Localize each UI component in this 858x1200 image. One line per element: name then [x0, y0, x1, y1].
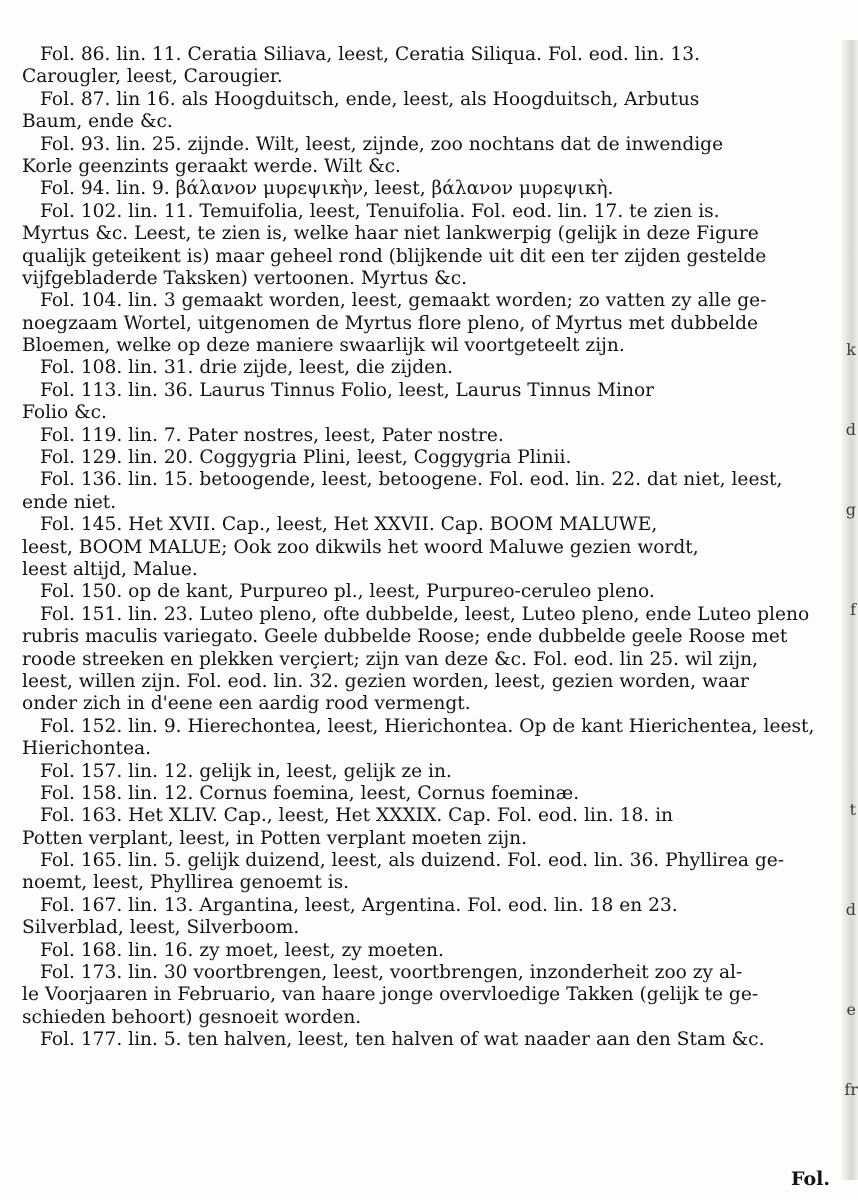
edge-letter: g [845, 500, 856, 519]
errata-line: leest, BOOM MALUE; Ook zoo dikwils het woord Maluwe gezien wordt, [22, 536, 699, 558]
errata-line: Fol. 102. lin. 11. Temuifolia, leest, Tenuifolia. Fol. eod. lin. 17. te zien is. [40, 200, 720, 222]
errata-line: Fol. 119. lin. 7. Pater nostres, leest, Pater nostre. [40, 424, 504, 446]
errata-line: Carougler, leest, Carougier. [22, 66, 283, 88]
errata-line: Fol. 173. lin. 30 voortbrengen, leest, voortbrengen, inzonderheit zoo zy al- [40, 962, 743, 984]
facing-page-edge [842, 40, 858, 1180]
errata-line: Fol. 168. lin. 16. zy moet, leest, zy moeten. [40, 939, 444, 961]
errata-line: Fol. 87. lin 16. als Hoogduitsch, ende, leest, als Hoogduitsch, Arbutus [40, 88, 700, 110]
errata-line: Fol. 150. op de kant, Purpureo pl., leest, Purpureo-ceruleo pleno. [40, 581, 655, 603]
errata-line: Baum, ende &c. [22, 111, 173, 133]
errata-line: le Voorjaaren in Februario, van haare jonge overvloedige Takken (gelijk te ge- [22, 984, 759, 1006]
edge-letter: f [850, 600, 856, 619]
errata-line: Fol. 151. lin. 23. Luteo pleno, ofte dubbelde, leest, Luteo pleno, ende Luteo pleno [40, 603, 810, 625]
errata-line: noemt, leest, Phyllirea genoemt is. [22, 872, 350, 894]
errata-line: Fol. 163. Het XLIV. Cap., leest, Het XXXIX. Cap. Fol. eod. lin. 18. in [40, 805, 674, 827]
errata-line: Korle geenzints geraakt werde. Wilt &c. [22, 155, 401, 177]
errata-line: Fol. 94. lin. 9. βάλανον μυρεψικὴν, leest, βάλανον μυρεψικὴ. [40, 178, 614, 200]
errata-line: Silverblad, leest, Silverboom. [22, 917, 300, 939]
errata-line: Fol. 113. lin. 36. Laurus Tinnus Folio, leest, Laurus Tinnus Minor [40, 379, 655, 401]
errata-line: Fol. 167. lin. 13. Argantina, leest, Argentina. Fol. eod. lin. 18 en 23. [40, 894, 678, 916]
errata-line: schieden behoort) gesnoeit worden. [22, 1006, 362, 1028]
errata-line: Fol. 86. lin. 11. Ceratia Siliava, leest, Ceratia Siliqua. Fol. eod. lin. 13. [40, 44, 700, 65]
errata-line: rubris maculis variegato. Geele dubbelde Roose; ende dubbelde geele Roose met [22, 626, 788, 648]
errata-line: ende niet. [22, 491, 117, 513]
errata-line: Folio &c. [22, 402, 107, 424]
errata-line: Fol. 152. lin. 9. Hierechontea, leest, Hierichontea. Op de kant Hierichentea, leest, [40, 715, 815, 737]
errata-line: Fol. 93. lin. 25. zijnde. Wilt, leest, zijnde, zoo nochtans dat de inwendige [40, 133, 724, 155]
edge-letter: t [849, 800, 856, 819]
errata-line: Fol. 177. lin. 5. ten halven, leest, ten halven of wat naader aan den Stam &c. [40, 1029, 765, 1051]
errata-line: Hierichontea. [22, 738, 152, 760]
errata-line: roode streeken en plekken verçiert; zijn van deze &c. Fol. eod. lin 25. wil zijn, [22, 648, 759, 670]
errata-line: Fol. 145. Het XVII. Cap., leest, Het XXVII. Cap. BOOM MALUWE, [40, 514, 658, 536]
errata-line: qualijk geteikent is) maar geheel rond (blijkende uit dit een ter zijden gestelde [22, 245, 767, 267]
errata-line: onder zich in d'eene een aardig rood vermengt. [22, 693, 471, 715]
errata-line: Myrtus &c. Leest, te zien is, welke haar niet lankwerpig (gelijk in deze Figure [22, 223, 759, 245]
errata-line: Bloemen, welke op deze maniere swaarlijk wil voortgeteelt zijn. [22, 335, 625, 357]
edge-letter: d [845, 900, 856, 919]
errata-line: leest, willen zijn. Fol. eod. lin. 32. gezien worden, leest, gezien worden, waar [22, 670, 749, 692]
errata-line: Fol. 136. lin. 15. betoogende, leest, betoogene. Fol. eod. lin. 22. dat niet, leest, [40, 469, 783, 491]
edge-letter: k [846, 340, 856, 359]
errata-line: Fol. 108. lin. 31. drie zijde, leest, die zijden. [40, 357, 454, 379]
edge-letter: fr [844, 1080, 858, 1099]
errata-text-block [22, 44, 840, 1052]
errata-line: Fol. 129. lin. 20. Coggygria Plini, leest, Coggygria Plinii. [40, 447, 572, 469]
errata-line: Fol. 104. lin. 3 gemaakt worden, leest, gemaakt worden; zo vatten zy alle ge- [40, 290, 767, 312]
errata-line: Fol. 165. lin. 5. gelijk duizend, leest, als duizend. Fol. eod. lin. 36. Phyllirea ge- [40, 850, 785, 872]
errata-line: noegzaam Wortel, uitgenomen de Myrtus flore pleno, of Myrtus met dubbelde [22, 312, 759, 334]
edge-letter: d [845, 420, 856, 439]
errata-line: leest altijd, Malue. [22, 558, 198, 580]
catchword: Fol. [791, 1168, 830, 1190]
errata-line: Potten verplant, leest, in Potten verplant moeten zijn. [22, 827, 528, 849]
errata-line: Fol. 158. lin. 12. Cornus foemina, leest, Cornus foeminæ. [40, 782, 580, 804]
errata-line: Fol. 157. lin. 12. gelijk in, leest, gelijk ze in. [40, 760, 452, 782]
errata-line: vijfgebladerde Taksken) vertoonen. Myrtus &c. [22, 267, 468, 289]
edge-letter: e [846, 1000, 856, 1019]
